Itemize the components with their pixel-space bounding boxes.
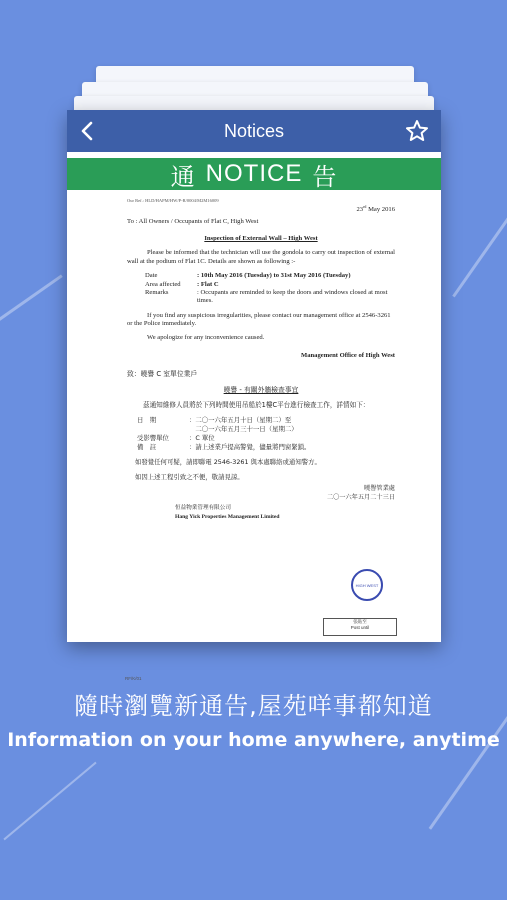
company-stamp: HIGH WEST <box>351 569 383 601</box>
notice-sign-en: Management Office of High West <box>300 352 395 360</box>
notice-to: To : All Owners / Occupants of Flat C, High West <box>127 217 259 225</box>
nav-bar <box>67 110 441 152</box>
banner-right: 告 <box>312 163 338 191</box>
notice-para3: We apologize for any inconvenience caused. <box>147 333 265 341</box>
caption-chinese: 隨時瀏覽新通告,屋苑咩事都知道 <box>74 692 433 720</box>
banner-left: 通 <box>170 163 196 191</box>
notice-paper <box>67 190 441 521</box>
notice-date-zh: 二〇一六年五月二十三日 <box>326 494 395 502</box>
notice-para1: Please be informed that the technician will use the gondola to carry out inspection of external wall at the podium of Flat 1C. Details are shown as following :- <box>127 249 395 265</box>
background-streak <box>452 206 507 298</box>
notice-details-zh <box>127 416 395 452</box>
notice-to-zh: 致：曉譽 C 室單位業戶 <box>127 370 198 379</box>
notice-details <box>127 272 395 306</box>
notice-date: 23rd May 2016 <box>356 204 395 214</box>
notice-banner <box>67 158 441 190</box>
notice-para2: If you find any suspicious irregularities, please contact our management office at 2546-3261 or the Police immediately. <box>127 311 391 328</box>
detail-row: Date : 10th May 2016 (Tuesday) to 31st May 2016 (Tuesday) <box>145 272 351 280</box>
footer-code: RF/K/01 <box>125 676 142 681</box>
chevron-left-icon[interactable] <box>77 119 99 143</box>
star-outline-icon[interactable] <box>405 119 429 143</box>
detail-row-zh: 二〇一六年五月三十一日（星期二） <box>189 425 298 434</box>
notice-screen <box>67 110 441 681</box>
notice-company-en: Hang Yick Properties Management Limited <box>175 513 280 520</box>
page-title: Notices <box>223 120 285 141</box>
banner-mid: NOTICE <box>205 160 303 187</box>
background-streak <box>0 274 63 328</box>
notice-sign-zh: 曉譽管業處 <box>364 485 395 493</box>
caption-english: Information on your home anywhere, anytime <box>7 729 500 751</box>
detail-row-zh: 日 期 ：二〇一六年五月十日（星期二）至 <box>137 416 292 425</box>
detail-row-zh: 備 註 ：請上述業戶提高警覺，儘量將門窗緊鎖。 <box>137 443 311 452</box>
detail-row: Remarks : Occupants are reminded to keep the doors and windows closed at most times. <box>145 289 388 305</box>
detail-row-zh: 受影響單位 ：C 單位 <box>137 434 215 443</box>
notice-para1-zh: 茲通知維修人員將於下列時間使用吊船於1樓C平台進行檢查工作，詳情如下： <box>143 401 370 410</box>
notice-para3-zh: 如因上述工程引致之不便，敬請見諒。 <box>135 473 244 482</box>
notice-heading-zh: 曉譽 - 有關外牆檢查事宜 <box>223 386 299 395</box>
background-streak <box>3 762 96 841</box>
notice-company-zh: 恒益物業管理有限公司 <box>175 505 231 512</box>
post-until-box: 張貼至 Post until <box>323 618 397 636</box>
notice-heading: Inspection of External Wall – High West <box>204 235 318 242</box>
notice-para2-zh: 如發覺任何可疑，請即聯電 2546-3261 與本處聯絡或通知警方。 <box>135 458 321 467</box>
notice-ref: Our Ref.: HLD/HAPM/HW/P-R/0004/M2M16009 <box>127 198 219 203</box>
detail-row: Area affected : Flat C <box>145 280 219 288</box>
